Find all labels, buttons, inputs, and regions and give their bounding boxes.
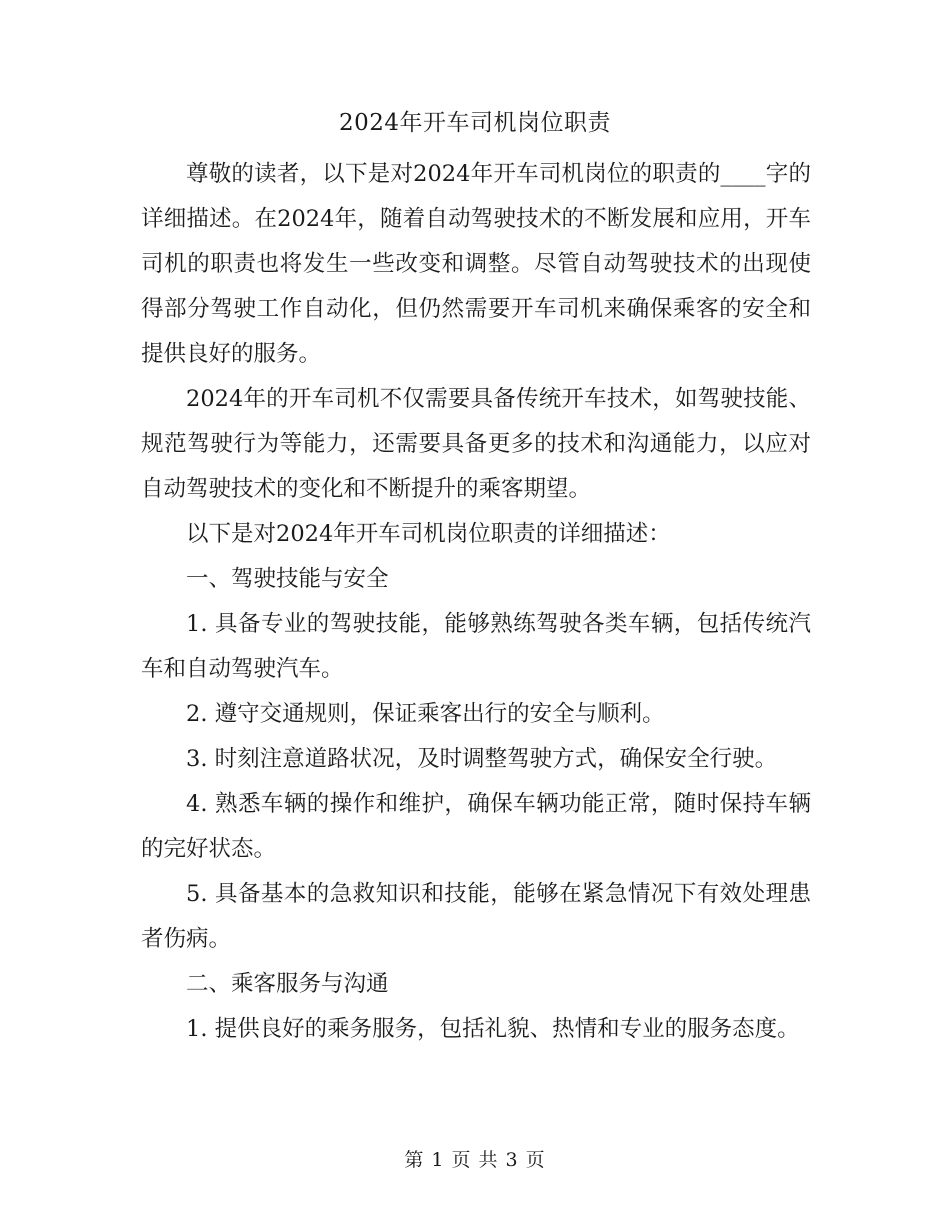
- paragraph-lead-in: 以下是对2024年开车司机岗位职责的详细描述：: [186, 521, 671, 547]
- paragraph-intro: 尊敬的读者，以下是对2024年开车司机岗位的职责的____字的详细描述。在2024年，随着自动驾驶技术的不断发展和应用，开车司机的职责也将发生一些改变和调整。尽管自动驾驶技术的出现使得部分驾驶工作自动化，但仍然需要开车司机来确保乘客的安全和提供良好的服务。: [141, 161, 811, 367]
- list-item-driving-4: 4. 熟悉车辆的操作和维护，确保车辆功能正常，随时保持车辆的完好状态。: [141, 791, 811, 862]
- list-item-driving-5: 5. 具备基本的急救知识和技能，能够在紧急情况下有效处理患者伤病。: [141, 881, 811, 952]
- list-item-driving-1: 1. 具备专业的驾驶技能，能够熟练驾驶各类车辆，包括传统汽车和自动驾驶汽车。: [141, 611, 811, 682]
- section-heading-driving: 一、驾驶技能与安全: [186, 566, 389, 592]
- document-title: 2024年开车司机岗位职责: [338, 110, 612, 136]
- document-body: [141, 152, 811, 1052]
- list-item-driving-2: 2. 遵守交通规则，保证乘客出行的安全与顺利。: [186, 701, 665, 727]
- page-footer: 第 1 页 共 3 页: [404, 1149, 546, 1171]
- section-heading-service: 二、乘客服务与沟通: [186, 971, 389, 997]
- list-item-driving-3: 3. 时刻注意道路状况，及时调整驾驶方式，确保安全行驶。: [186, 746, 778, 772]
- paragraph-requirements: 2024年的开车司机不仅需要具备传统开车技术，如驾驶技能、规范驾驶行为等能力，还需要具备更多的技术和沟通能力，以应对自动驾驶技术的变化和不断提升的乘客期望。: [141, 386, 811, 502]
- list-item-service-1: 1. 提供良好的乘务服务，包括礼貌、热情和专业的服务态度。: [186, 1016, 800, 1042]
